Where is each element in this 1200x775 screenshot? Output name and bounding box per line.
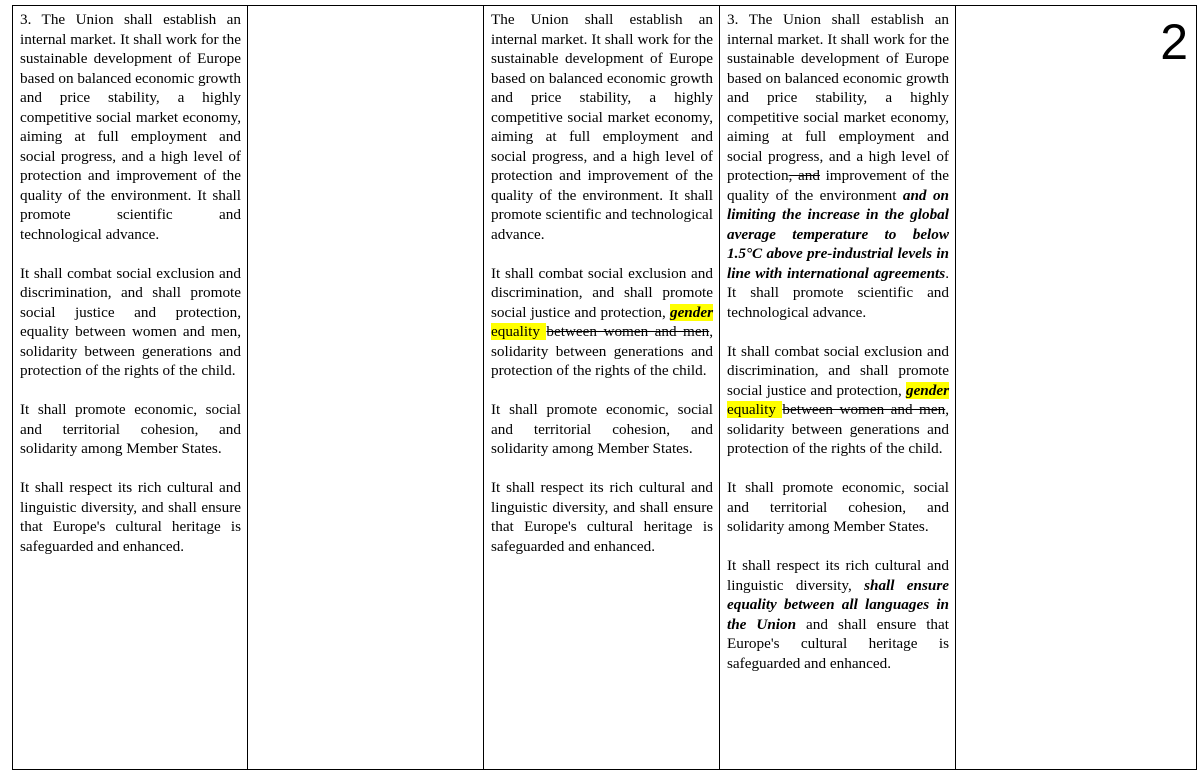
- column-amendment-2: [720, 6, 956, 770]
- text-run: It shall respect its rich cultural and linguistic diversity,: [727, 557, 949, 594]
- text-run: It shall combat social exclusion and discrimination, and shall promote social justice and protection,: [727, 342, 949, 399]
- paragraph: [491, 264, 713, 381]
- column-empty: [248, 6, 484, 770]
- column-amendment-1: [484, 6, 720, 770]
- paragraph: It shall respect its rich cultural and linguistic diversity, and shall ensure that Europe's cultural heritage is safeguarded and enhanced.: [491, 479, 713, 555]
- paragraph: 3. The Union shall establish an internal market. It shall work for the sustainable development of Europe based on balanced economic growth and price stability, a highly competitive social market economy, aiming at full employment and social progress, and a high level of protection and improvement of the quality of the environment. It shall promote scientific and technological advance.: [20, 11, 241, 243]
- inserted-text: and on limiting the increase in the global average temperature to below 1.5°C above pre-industrial levels in line with international agreements: [727, 186, 949, 282]
- comparison-table: [12, 5, 1197, 770]
- column-original-text: [13, 6, 248, 770]
- paragraph: The Union shall establish an internal market. It shall work for the sustainable development of Europe based on balanced economic growth and price stability, a highly competitive social market economy, aiming at full employment and social progress, and a high level of protection and improvement of the quality of the environment. It shall promote scientific and technological advance.: [491, 11, 713, 243]
- paragraph: [727, 342, 949, 459]
- inserted-text: gender: [905, 381, 949, 399]
- text-run: equality: [491, 323, 547, 340]
- inserted-text: shall ensure equality between all languages in the Union: [727, 576, 949, 633]
- inserted-text: gender: [669, 303, 713, 321]
- paragraph: It shall promote economic, social and territorial cohesion, and solidarity among Member States.: [20, 401, 241, 457]
- text-run: improvement of the quality of the environment: [727, 167, 949, 204]
- page-number: 2: [1160, 14, 1188, 70]
- text-run: , solidarity between generations and protection of the rights of the child.: [727, 401, 950, 457]
- column-justification: [956, 6, 1197, 770]
- deleted-text: between women and men: [546, 323, 710, 340]
- paragraph: [727, 10, 949, 322]
- paragraph: It shall promote economic, social and territorial cohesion, and solidarity among Member States.: [727, 479, 949, 535]
- table-row: [13, 6, 1197, 770]
- text-run: . It shall promote scientific and technological advance.: [727, 264, 949, 321]
- text-run: equality: [727, 401, 783, 418]
- paragraph: It shall promote economic, social and territorial cohesion, and solidarity among Member States.: [491, 401, 713, 457]
- text-run: and shall ensure that Europe's cultural heritage is safeguarded and enhanced.: [727, 615, 949, 672]
- deleted-text: between women and men: [782, 401, 946, 418]
- paragraph: It shall combat social exclusion and discrimination, and shall promote social justice and protection, equality between women and men, solidarity between generations and protection of the rights of the child.: [20, 264, 241, 379]
- deleted-text: , and: [788, 167, 820, 184]
- text-run: , solidarity between generations and protection of the rights of the child.: [491, 323, 714, 379]
- text-run: 3. The Union shall establish an internal market. It shall work for the sustainable development of Europe based on balanced economic growth and price stability, a highly competitive social market economy, aiming at full employment and social progress, and a high level of protection: [727, 11, 949, 184]
- text-run: It shall combat social exclusion and discrimination, and shall promote social justice and protection,: [491, 264, 713, 321]
- paragraph: [727, 556, 949, 673]
- paragraph: It shall respect its rich cultural and linguistic diversity, and shall ensure that Europe's cultural heritage is safeguarded and enhanced.: [20, 479, 241, 555]
